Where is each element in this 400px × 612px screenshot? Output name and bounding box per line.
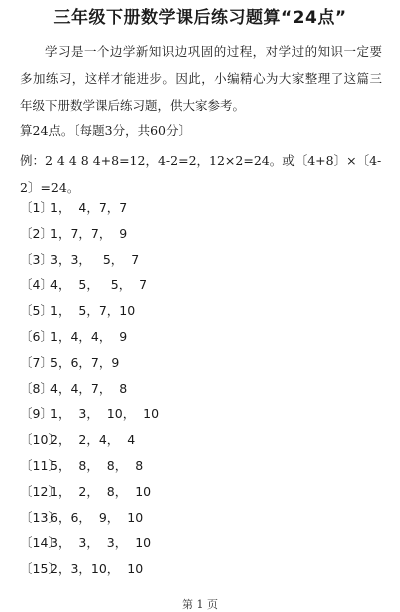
problem-numbers: 1， 4，7，7 [50,200,128,215]
problem-item [20,225,159,251]
problem-list [20,199,159,586]
example-paragraph: 例：2 4 4 8 4+8=12，4-2=2，12×2=24。或〔4+8〕×〔4-2〕=24。 [20,153,382,195]
problem-number: 〔4〕 [20,277,53,293]
problem-numbers: 6，6， 9， 10 [50,509,144,525]
problem-numbers: 1， 3， 10， 10 [50,406,160,422]
problem-number: 〔5〕 [20,303,53,319]
problem-number: 〔1〕 [20,200,53,215]
problem-numbers: 3， 3， 3， 10 [50,535,152,551]
intro-paragraph: 学习是一个边学新知识边巩固的过程，对学过的知识一定要多加练习，这样才能进步。因此，小编精心为大家整理了这篇三年级下册数学课后练习题，供大家参考。 [20,44,382,113]
problem-numbers: 1，4，4， 9 [50,328,128,344]
problem-item [20,276,159,302]
problem-item [20,457,159,483]
problem-numbers: 1， 2， 8， 10 [50,483,152,499]
problem-number: 〔12〕 [20,483,61,499]
problem-numbers: 5， 8， 8， 8 [50,457,144,473]
problem-item [20,560,159,586]
problem-number: 〔9〕 [20,406,53,422]
document-title: 三年级下册数学课后练习题算“24点” [53,8,347,28]
problem-numbers: 4，4，7， 8 [50,380,128,396]
problem-number: 〔10〕 [20,432,61,448]
problem-numbers: 3，3， 5， 7 [50,251,140,267]
problem-number: 〔8〕 [20,380,53,396]
problem-item [20,534,159,560]
problem-item [20,199,159,225]
problem-number: 〔14〕 [20,535,61,551]
problem-numbers: 4， 5， 5， 7 [50,277,148,293]
problem-item [20,380,159,406]
problem-item [20,354,159,380]
problem-numbers: 2， 2，4， 4 [50,432,136,448]
problem-item [20,302,159,328]
problem-number: 〔11〕 [20,457,61,473]
problem-number: 〔6〕 [20,328,53,344]
page-footer: 第 1 页 [182,598,218,611]
problem-item [20,509,159,535]
problem-numbers: 5，6，7，9 [50,354,120,370]
problem-number: 〔15〕 [20,561,61,577]
problem-item [20,483,159,509]
problem-numbers: 1，7，7， 9 [50,225,128,241]
problem-number: 〔2〕 [20,225,53,241]
problem-item [20,251,159,277]
problem-item [20,328,159,354]
problem-numbers: 1， 5，7，10 [50,303,136,319]
problem-number: 〔13〕 [20,509,61,525]
problem-number: 〔3〕 [20,251,53,267]
problem-numbers: 2，3，10， 10 [50,561,144,577]
problem-item [20,431,159,457]
problem-number: 〔7〕 [20,354,53,370]
problem-item [20,405,159,431]
section-heading: 算24点。〔每题3分，共60分〕 [20,123,192,138]
